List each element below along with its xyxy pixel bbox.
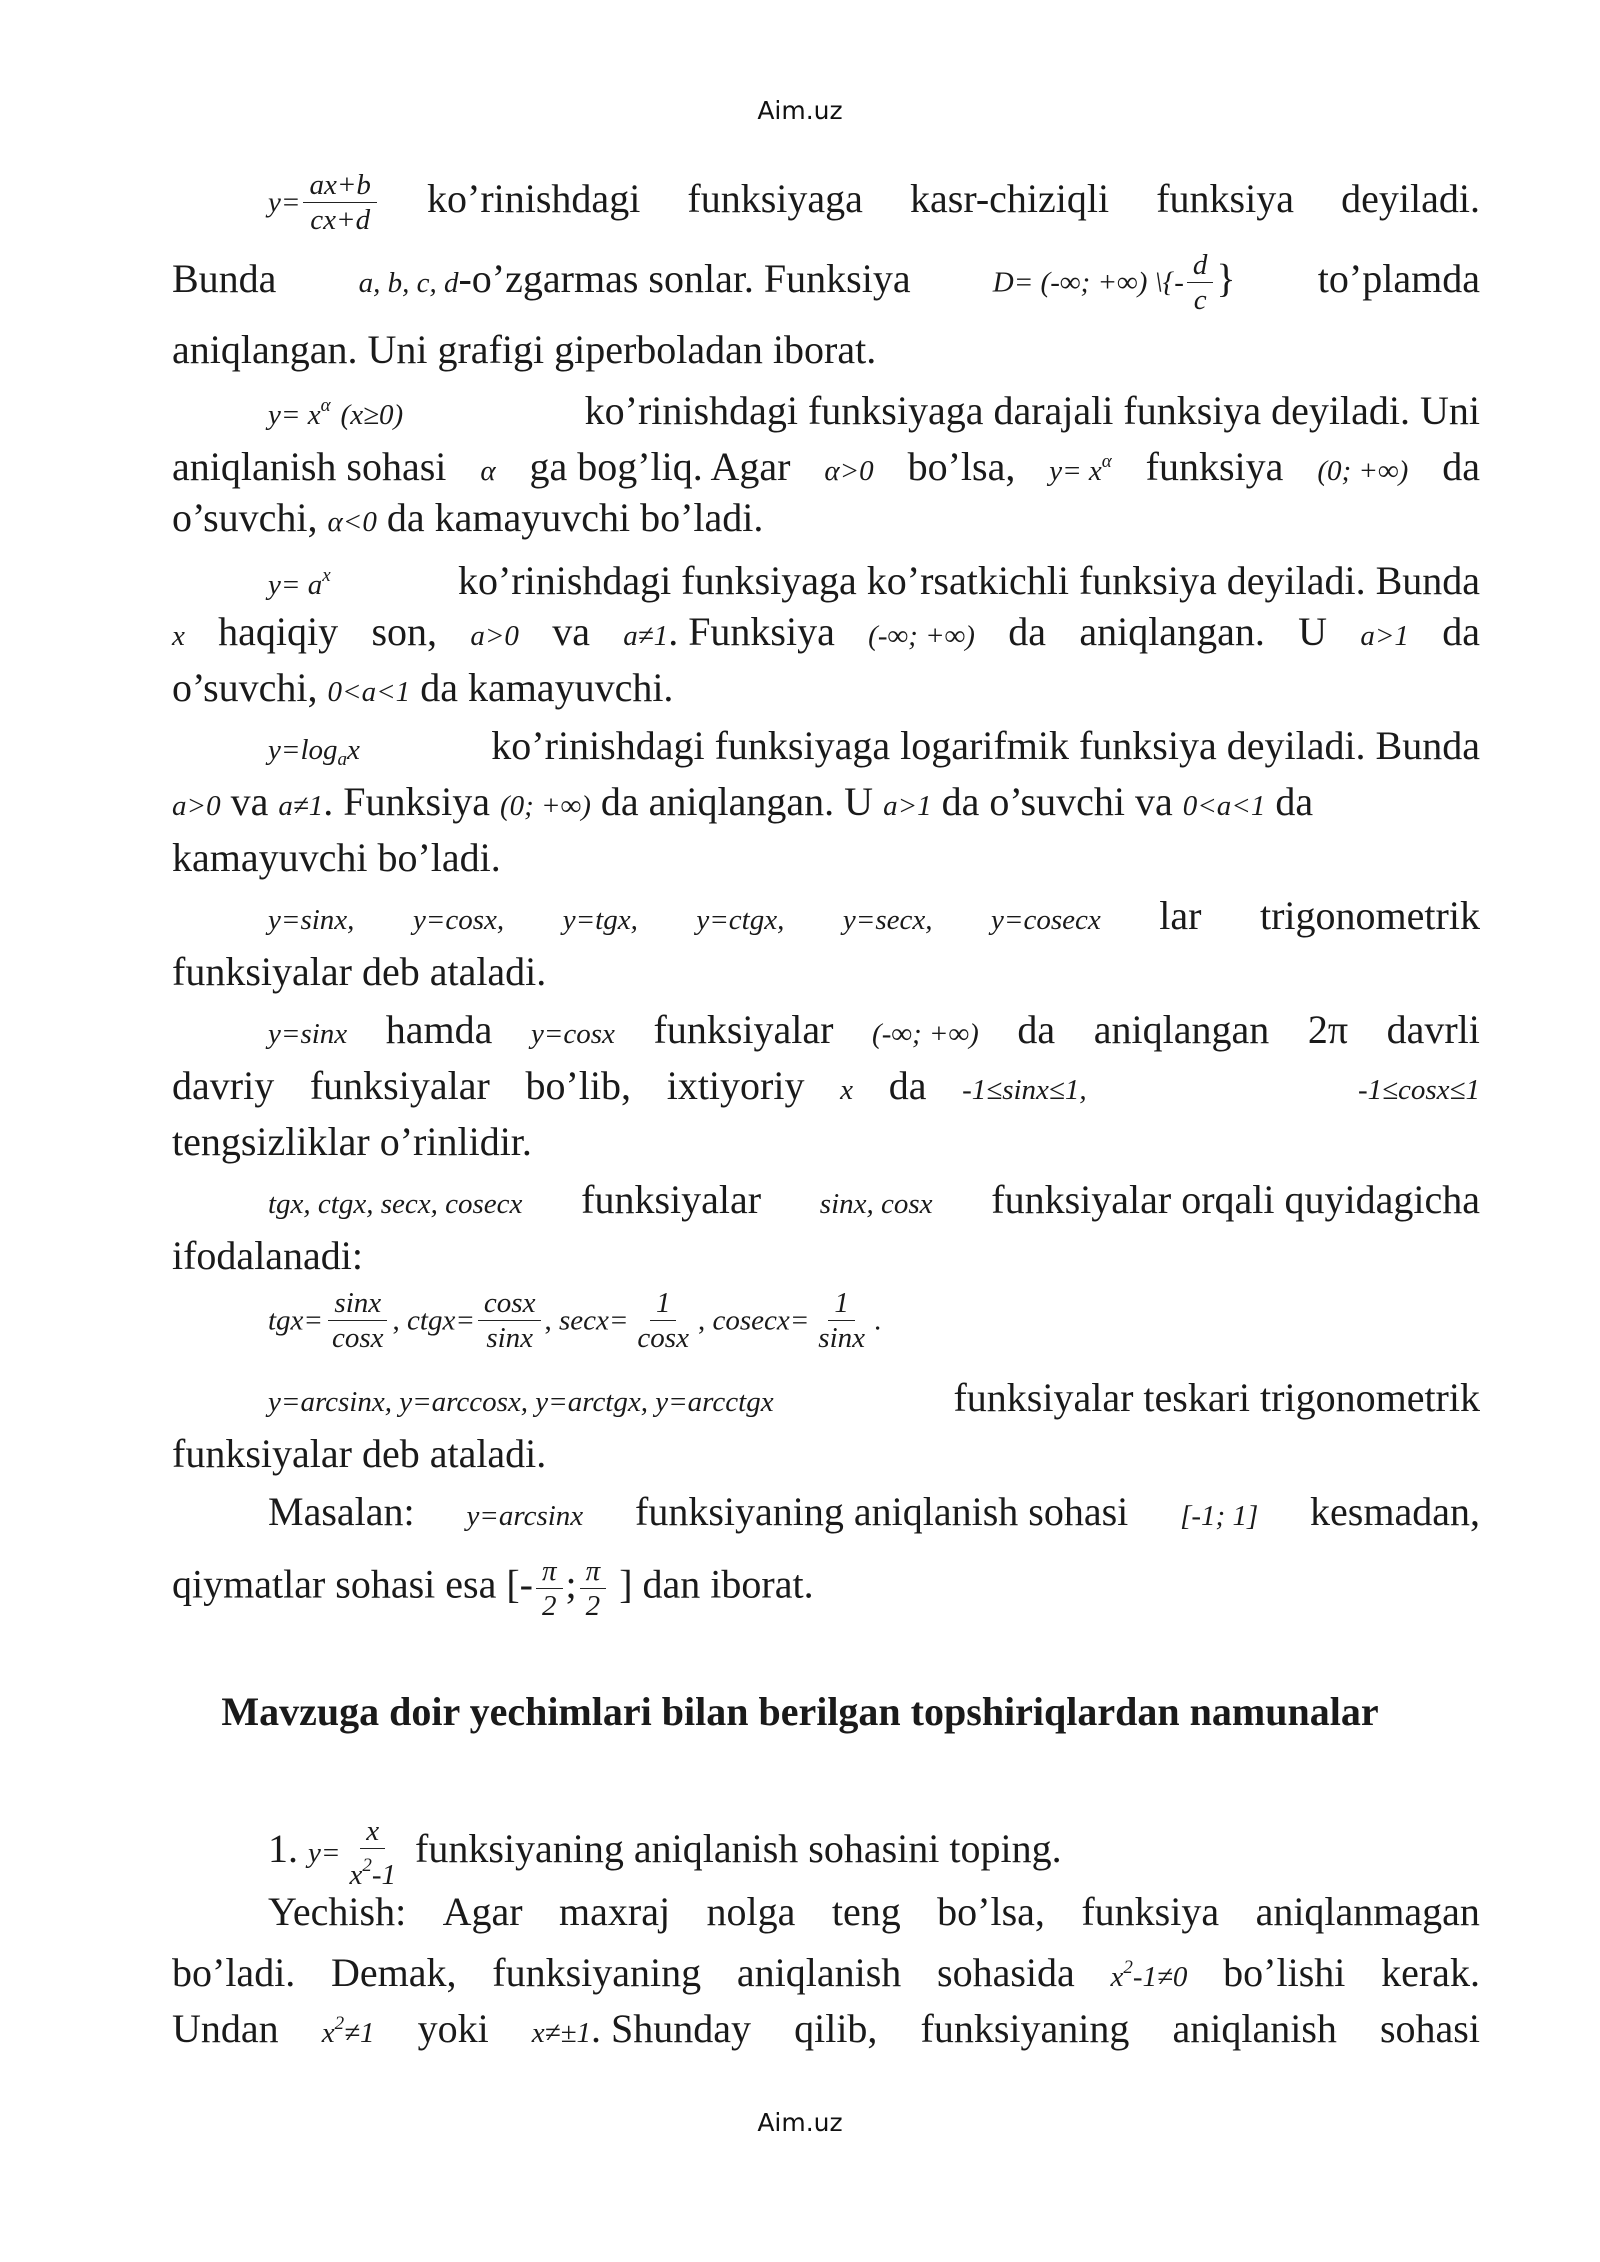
- inverse-line-2: funksiyalar deb ataladi.: [172, 1431, 547, 1476]
- trig-line-2: funksiyalar deb ataladi.: [172, 949, 547, 994]
- expressed-line-1: tgx, ctgx, secx, cosecx funksiyalar sinx, cosx funksiyalar orqali quyidagicha: [268, 1177, 1480, 1222]
- page-header: Aim.uz: [757, 96, 843, 125]
- linear-fractional-line-3: aniqlangan. Uni grafigi giperboladan iborat.: [172, 327, 877, 372]
- page-footer: Aim.uz: [757, 2108, 843, 2137]
- example-line-2: qiymatlar sohasi esa [- $\frac{\pi}{2}$ ; $\frac{\pi}{2}$ ] dan iborat.: [172, 1555, 814, 1622]
- expressed-formulas: tgx= $\frac{\sin x}{\cos x}$ , ctgx= $\frac{\cos x}{\sin x}$ , secx= $\frac{1}{\cos x}$ , cosecx= $\frac{1}{\sin x}$ .: [268, 1287, 882, 1354]
- power-line-3: o’suvchi, α<0 da kamayuvchi bo’ladi.: [172, 495, 764, 540]
- logarithmic-line-3: kamayuvchi bo’ladi.: [172, 835, 501, 880]
- power-line-2: aniqlanish sohasi α ga bog’liq. Agar α>0 bo’lsa, $y= x^\alpha$ funksiya (0; +∞) da: [172, 444, 1480, 489]
- formula: y= $\frac{ax+b}{cx+d}$: [268, 168, 380, 237]
- periodic-line-1: y=sinx hamda y=cosx funksiyalar (-∞; +∞) da aniqlangan 2π davrli: [268, 1007, 1480, 1052]
- linear-fractional-line-1: y= $\frac{ax+b}{cx+d}$ ko’rinishdagi funksiyaga kasr-chiziqli funksiya deyiladi.: [268, 169, 1480, 236]
- domain-formula: D= (-∞; +∞) \{- $\frac{d}{c}$ }: [992, 249, 1236, 316]
- expressed-line-2: ifodalanadi:: [172, 1233, 364, 1278]
- example-line-1: Masalan: y=arcsinx funksiyaning aniqlanish sohasi [-1; 1] kesmadan,: [268, 1489, 1480, 1534]
- trig-line-1: y=sinx, y=cosx, y=tgx, y=ctgx, y=secx, y=cosecx lar trigonometrik: [268, 893, 1480, 938]
- logarithmic-line-1: $y=\log_ax$ ko’rinishdagi funksiyaga logarifmik funksiya deyiladi. Bunda: [268, 723, 1480, 770]
- problem-1-statement: 1. y= $\frac{x}{x^2-1}$ funksiyaning aniqlanish sohasini toping.: [268, 1815, 1062, 1891]
- solution-line-2: bo’ladi. Demak, funksiyaning aniqlanish sohasida $x^2-1\ne 0$ bo’lishi kerak.: [172, 1950, 1480, 1995]
- section-heading: Mavzuga doir yechimlari bilan berilgan topshiriqlardan namunalar: [221, 1689, 1379, 1734]
- linear-fractional-line-2: Bunda a, b, c, d-o’zgarmas sonlar. Funksiya D= (-∞; +∞) \{- $\frac{d}{c}$ } to’plamda: [172, 249, 1480, 316]
- periodic-line-2: davriy funksiyalar bo’lib, ixtiyoriy x da -1≤sinx≤1, -1≤cosx≤1: [172, 1063, 1480, 1108]
- periodic-line-3: tengsizliklar o’rinlidir.: [172, 1119, 532, 1164]
- solution-line-3: Undan $x^2\ne 1$ yoki x≠±1. Shunday qilib, funksiyaning aniqlanish sohasi: [172, 2006, 1480, 2051]
- exponential-line-3: o’suvchi, 0<a<1 da kamayuvchi.: [172, 665, 674, 710]
- exponential-line-2: x haqiqiy son, a>0 va a≠1. Funksiya (-∞; +∞) da aniqlangan. U a>1 da: [172, 609, 1480, 654]
- inverse-line-1: y=arcsinx, y=arccosx, y=arctgx, y=arcctgx funksiyalar teskari trigonometrik: [268, 1375, 1480, 1420]
- solution-line-1: Yechish: Agar maxraj nolga teng bo’lsa, funksiya aniqlanmagan: [268, 1889, 1480, 1934]
- logarithmic-line-2: a>0 va a≠1. Funksiya (0; +∞) da aniqlangan. U a>1 da o’suvchi va 0<a<1 da: [172, 779, 1314, 824]
- power-line-1: $y= x^\alpha$ (x≥0) ko’rinishdagi funksiyaga darajali funksiya deyiladi. Uni: [268, 388, 1480, 433]
- exponential-line-1: $y= a^x$ ko’rinishdagi funksiyaga ko’rsatkichli funksiya deyiladi. Bunda: [268, 558, 1480, 603]
